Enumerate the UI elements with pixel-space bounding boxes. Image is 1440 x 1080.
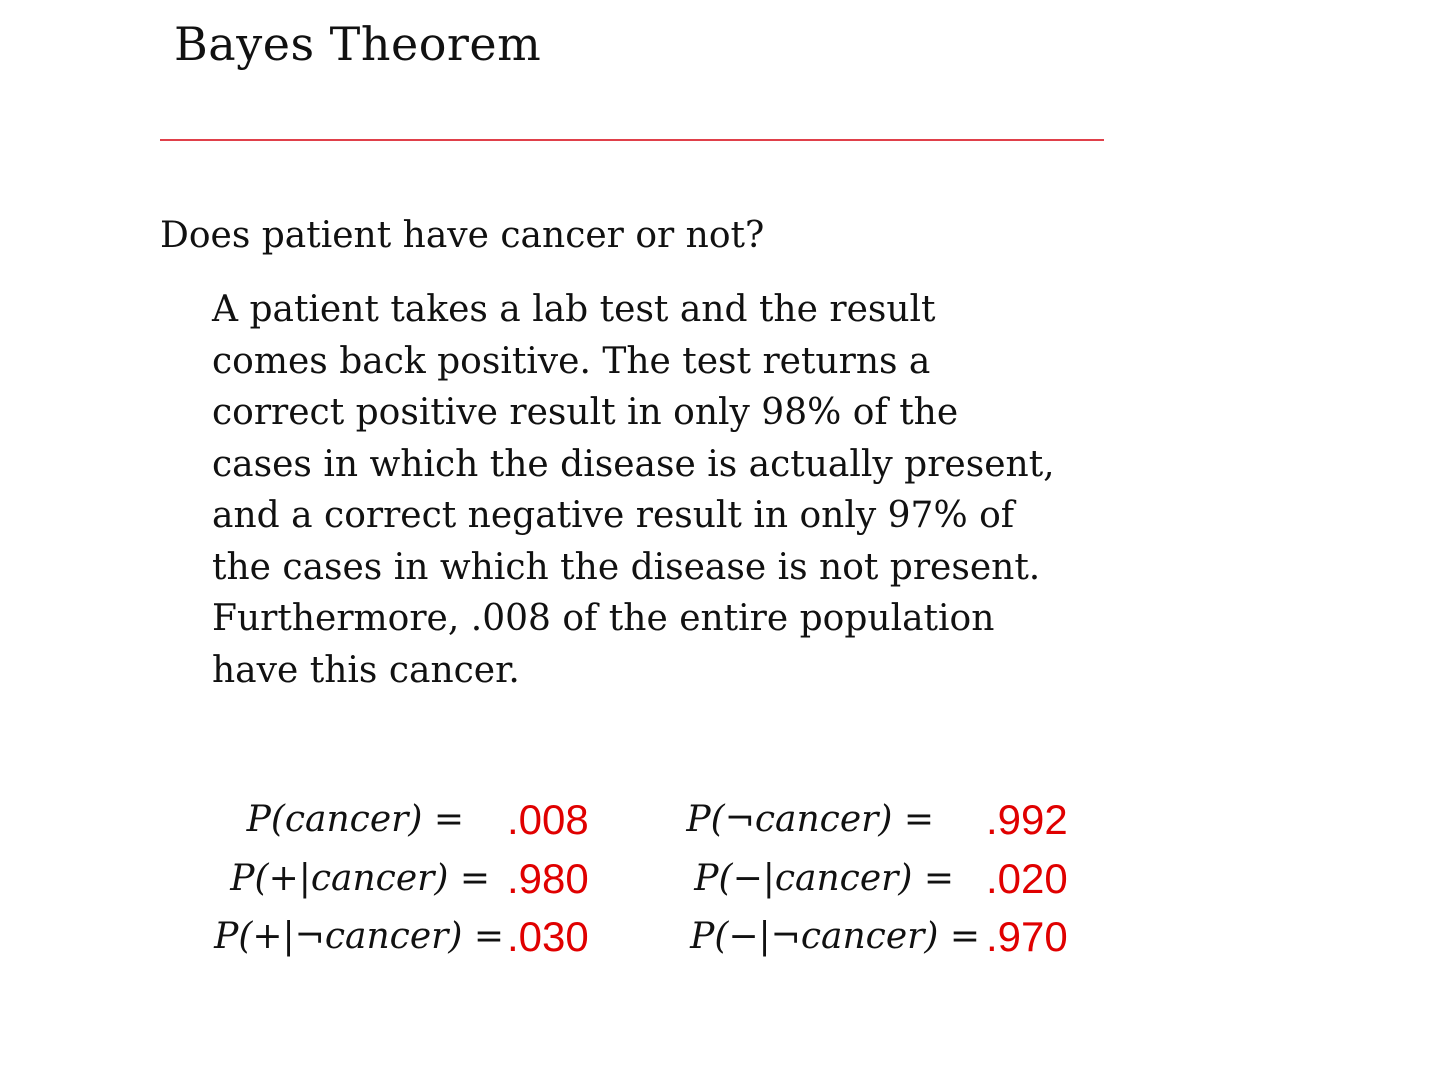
- problem-line: cases in which the disease is actually present,: [212, 443, 1055, 485]
- value-p-pos-given-not-cancer: [507, 907, 607, 967]
- equation-value: .992: [986, 796, 1068, 843]
- equation-value: .008: [507, 796, 589, 843]
- problem-line: correct positive result in only 98% of the: [212, 392, 959, 433]
- equation-p-not-cancer: [668, 790, 968, 850]
- equation-value: .970: [986, 913, 1068, 960]
- question-heading: Does patient have cancer or not?: [160, 215, 765, 256]
- title-divider: [160, 139, 1104, 141]
- value-p-neg-given-cancer: [986, 849, 1086, 909]
- equation-value: .980: [507, 855, 589, 902]
- equation-label: P(+|cancer) =: [230, 858, 490, 899]
- equation-value: .020: [986, 855, 1068, 902]
- problem-statement: [212, 284, 1055, 696]
- equation-p-cancer: [150, 790, 500, 850]
- equation-p-pos-given-cancer: [150, 849, 490, 909]
- value-p-not-cancer: [986, 790, 1086, 850]
- equation-p-neg-given-cancer: [668, 849, 954, 909]
- value-p-neg-given-not-cancer: [986, 907, 1086, 967]
- problem-line: have this cancer.: [212, 649, 520, 691]
- slide-title: Bayes Theorem: [174, 17, 542, 71]
- problem-line: comes back positive. The test returns a: [212, 340, 931, 382]
- value-p-cancer: [507, 790, 607, 850]
- equation-value: .030: [507, 913, 589, 960]
- value-p-pos-given-cancer: [507, 849, 607, 909]
- problem-line: and a correct negative result in only 97% of: [212, 495, 1015, 536]
- equation-label: P(−|¬cancer) =: [690, 916, 980, 957]
- problem-line: the cases in which the disease is not present.: [212, 546, 1041, 588]
- equation-p-neg-given-not-cancer: [668, 907, 980, 967]
- problem-line: Furthermore, .008 of the entire population: [212, 598, 995, 639]
- equation-label: P(−|cancer) =: [694, 858, 954, 899]
- problem-line: A patient takes a lab test and the result: [212, 289, 936, 330]
- equation-p-pos-given-not-cancer: [150, 907, 504, 967]
- equation-label: P(cancer) =: [246, 799, 464, 840]
- equation-label: P(+|¬cancer) =: [214, 916, 504, 957]
- equation-label: P(¬cancer) =: [686, 799, 934, 840]
